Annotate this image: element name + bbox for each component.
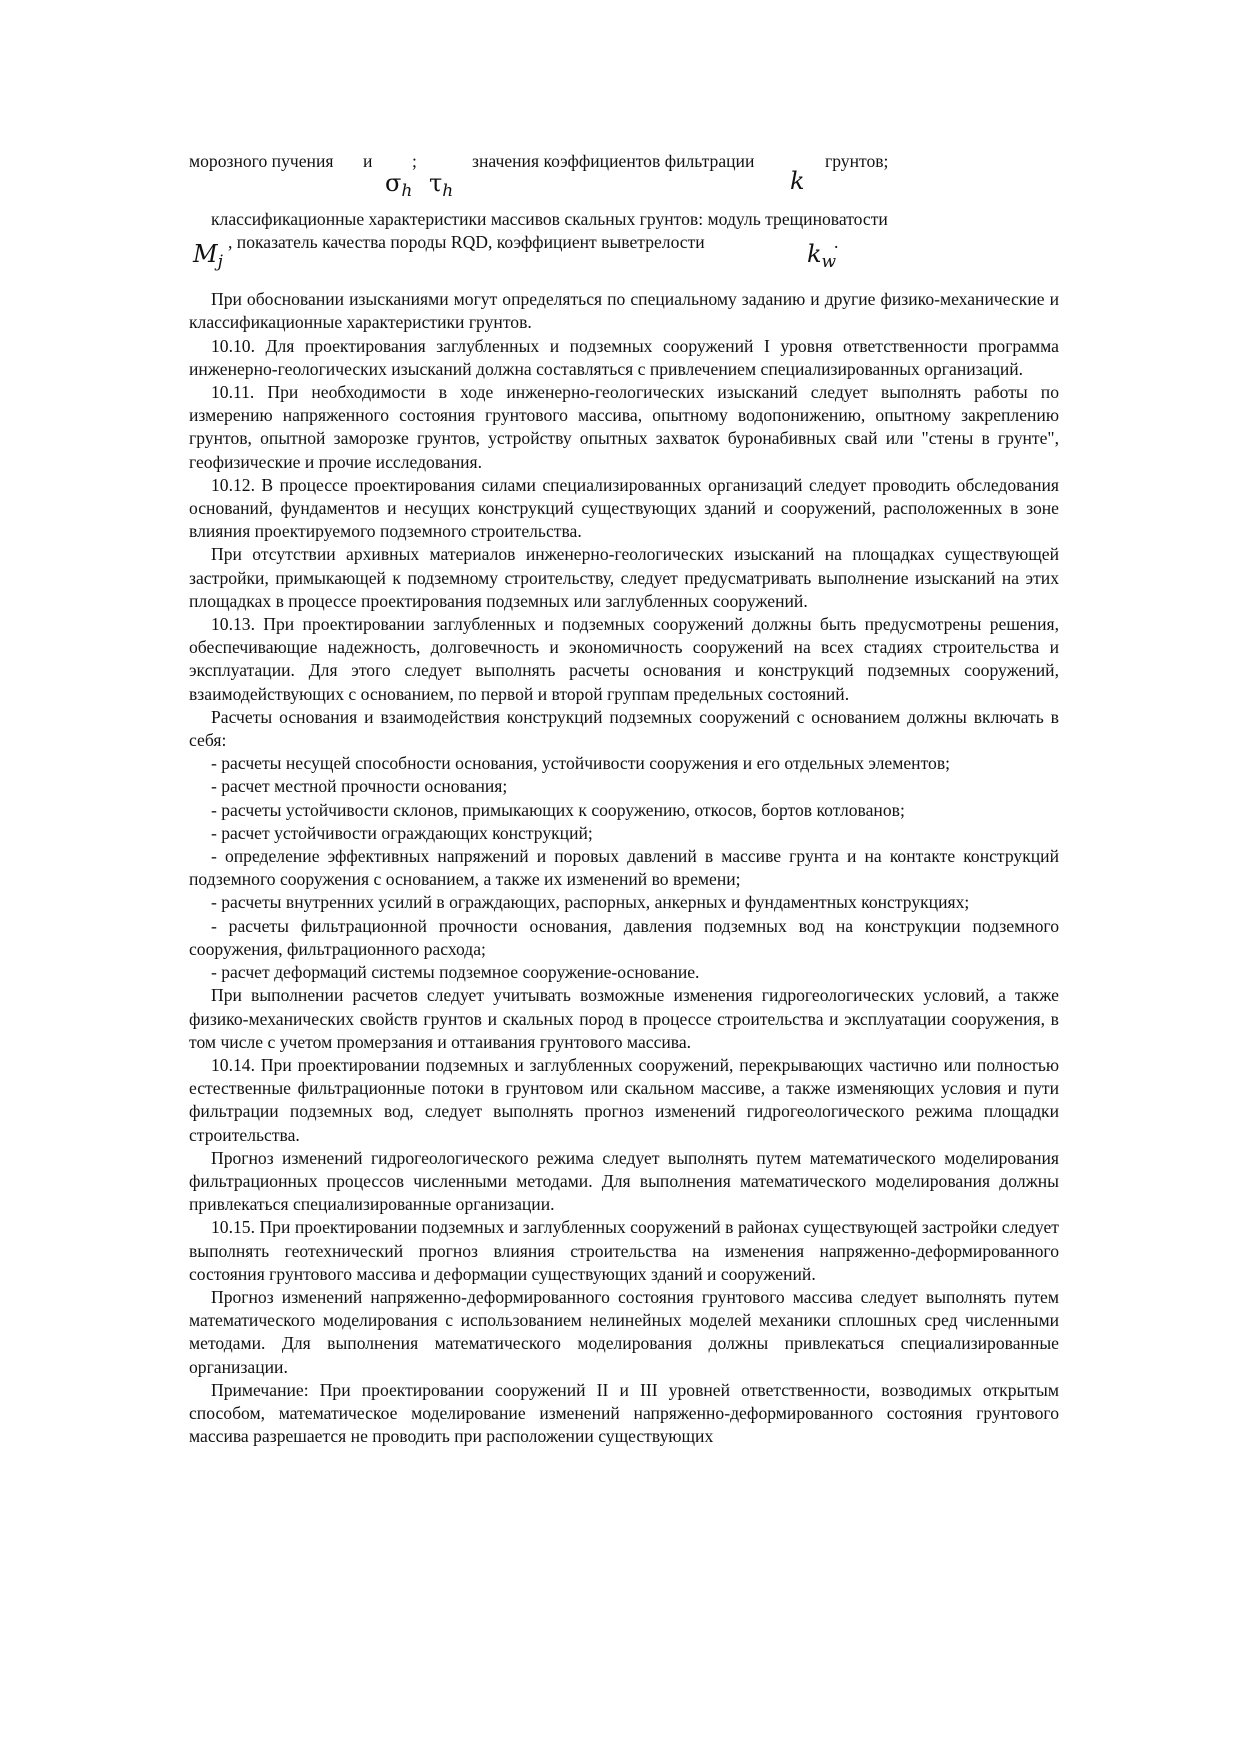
list-item: - расчеты фильтрационной прочности основания, давления подземных вод на конструкции подземного сооружения, фильтрационного расхода; bbox=[189, 915, 1059, 959]
list-item: - расчет деформаций системы подземное сооружение-основание. bbox=[211, 962, 700, 983]
paragraph: При выполнении расчетов следует учитывать возможные изменения гидрогеологических условий, а также физико-механических свойств грунтов и скальных пород в процессе строительства и эксплуатации сооружения, в том числе с учетом промерзания и оттаивания грунтового массива. bbox=[189, 985, 1059, 1052]
formula-row bbox=[189, 167, 1059, 206]
paragraph: 10.11. При необходимости в ходе инженерно-геологических изысканий следует выполнять работы по измерению напряженного состояния грунтового массива, опытному водопонижению, опытному закреплению грунтов, опытной заморозке грунтов, устройству опытных захваток буронабивных свай или "стены в грунте", геофизические и прочие исследования. bbox=[189, 382, 1059, 472]
text-fragment: . bbox=[834, 232, 839, 253]
class-characteristics-line-2 bbox=[189, 231, 1059, 254]
class-characteristics-line: классификационные характеристики массивов скальных грунтов: модуль трещиноватости bbox=[211, 209, 888, 229]
list-item: - расчеты устойчивости склонов, примыкающих к сооружению, откосов, бортов котлованов; bbox=[211, 799, 905, 820]
text-fragment: , показатель качества породы RQD, коэффициент выветрелости bbox=[228, 232, 705, 253]
document-page bbox=[189, 150, 1059, 1448]
paragraph: 10.10. Для проектирования заглубленных и подземных сооружений I уровня ответственности программа инженерно-геологических изысканий должна составляться с привлечением специализированных организаций. bbox=[189, 335, 1059, 379]
text-fragment: и bbox=[363, 151, 373, 171]
paragraph: Прогноз изменений гидрогеологического режима следует выполнять путем математического моделирования фильтрационных процессов численными методами. Для выполнения математического моделирования должны привлекаться специализированные организации. bbox=[189, 1147, 1059, 1215]
note-paragraph: Примечание: При проектировании сооружений II и III уровней ответственности, возводимых открытым способом, математическое моделирование изменений напряженно-деформированного состояния грунтового массива разрешается не проводить при расположении существующих bbox=[189, 1379, 1059, 1447]
paragraph: При обосновании изысканиями могут определяться по специальному заданию и другие физико-механические и классификационные характеристики грунтов. bbox=[189, 289, 1059, 333]
list-item: - определение эффективных напряжений и поровых давлений в массиве грунта и на контакте конструкций подземного сооружения с основанием, а также их изменений во времени; bbox=[189, 846, 1059, 890]
paragraph: 10.13. При проектировании заглубленных и подземных сооружений должны быть предусмотрены решения, обеспечивающие надежность, долговечность и экономичность сооружений на всех стадиях строительства и эксплуатации. Для этого следует выполнять расчеты основания и конструкций подземных сооружений, взаимодействующих с основанием, по первой и второй группам предельных состояний. bbox=[189, 614, 1059, 704]
paragraph: 10.15. При проектировании подземных и заглубленных сооружений в районах существующей застройки следует выполнять геотехнический прогноз влияния строительства на изменения напряженно-деформированного состояния грунтового массива и деформации существующих зданий и сооружений. bbox=[189, 1217, 1059, 1284]
kw-symbol: $k_w$ bbox=[807, 240, 837, 273]
k-symbol: k bbox=[790, 167, 805, 195]
paragraph: Прогноз изменений напряженно-деформированного состояния грунтового массива следует выполнять путем математического моделирования с использованием нелинейных моделей механики сплошных сред численными методами. Для выполнения математического моделирования должны привлекаться специализированные организации. bbox=[189, 1286, 1059, 1377]
list-item: - расчет местной прочности основания; bbox=[211, 776, 508, 797]
list-item: - расчет устойчивости ограждающих конструкций; bbox=[211, 822, 593, 843]
list-item: - расчеты внутренних усилий в ограждающих, распорных, анкерных и фундаментных конструкциях; bbox=[211, 892, 970, 913]
list-item: - расчеты несущей способности основания, устойчивости сооружения и его отдельных элементов; bbox=[211, 753, 951, 774]
paragraph: При отсутствии архивных материалов инженерно-геологических изысканий на площадках существующей застройки, примыкающей к подземному строительству, следует предусматривать выполнение изысканий на этих площадках в процессе проектирования подземных или заглубленных сооружений. bbox=[189, 544, 1059, 611]
text-fragment: морозного пучения bbox=[189, 151, 334, 171]
sigma-h-symbol: $\sigma_h$ bbox=[385, 169, 413, 201]
paragraph: Расчеты основания и взаимодействия конструкций подземных сооружений с основанием должны включать в себя: bbox=[189, 706, 1059, 751]
paragraph: 10.14. При проектировании подземных и заглубленных сооружений, перекрывающих частично или полностью естественные фильтрационные потоки в грунтовом или скальном массиве, а также изменяющих условия и пути фильтрации подземных вод, следует выполнять прогноз изменений гидрогеологического режима площадки строительства. bbox=[189, 1054, 1059, 1145]
tau-h-symbol: $\tau_h$ bbox=[429, 169, 454, 201]
text-fragment: ; bbox=[412, 151, 417, 171]
mj-symbol: $M_j$ bbox=[193, 240, 223, 273]
text-fragment: грунтов; bbox=[825, 151, 889, 171]
frost-heave-line bbox=[189, 150, 1059, 173]
paragraph: 10.12. В процессе проектирования силами специализированных организаций следует проводить обследования оснований, фундаментов и несущих конструкций существующих зданий и сооружений, расположенных в зоне влияния проектируемого подземного строительства. bbox=[189, 474, 1059, 542]
text-fragment: значения коэффициентов фильтрации bbox=[472, 151, 755, 171]
